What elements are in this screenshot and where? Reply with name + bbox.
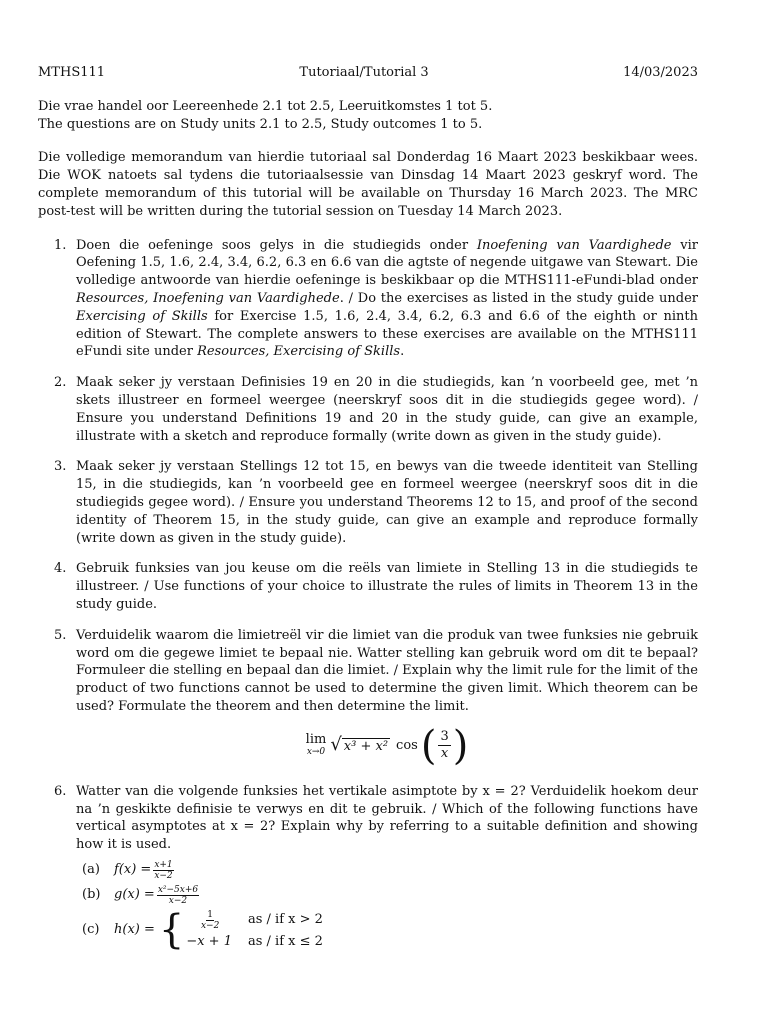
- intro-paragraph: [38, 98, 698, 134]
- lim-subscript: x→0: [306, 746, 326, 757]
- document-date: 14/03/2023: [623, 65, 698, 80]
- question-number: 2.: [54, 375, 67, 391]
- question-4: [38, 560, 698, 613]
- question-text-italic: Resources, Inoefening van Vaardighede: [76, 290, 340, 306]
- question-text: .: [400, 344, 405, 360]
- question-text: Verduidelik waarom die limietreël vir die limiet van die produk van twee funksies nie gebruik word om die gegewe limiet te bepaal nie. Watter stelling kan gebruik word om dit te bepaal? Formuleer die stelling en bepaal dan die limiet. / Explain why the limit rule for the limit of the product of two functions cannot be used to determine the given limit. Which theorem can be used? Formulate the theorem and then determine the limit.: [76, 627, 698, 714]
- denominator: x: [440, 746, 449, 762]
- function-fraction: [153, 860, 173, 881]
- numerator: x+1: [154, 859, 173, 870]
- function-lhs: h(x) =: [114, 922, 155, 938]
- question-text: vir Oefening 1.5, 1.6, 2.4, 3.4, 6.2, 6.3 en 6.6 van die agtste of negende uitgawe van Stewart. Die volledige antwoorde van hierdie oefeninge is beskikbaar op die MTHS111-eFundi-blad onder: [76, 237, 698, 289]
- document-title: Tutoriaal/Tutorial 3: [299, 65, 429, 80]
- question-text-italic: Inoefening van Vaardighede: [476, 237, 672, 253]
- cos-function: cos: [396, 737, 418, 753]
- question-text-italic: Exercising of Skills: [76, 308, 208, 324]
- limit-operator: [305, 731, 327, 758]
- question-text: . / Do the exercises as listed in the study guide under: [339, 290, 698, 306]
- case-2-condition: as / if x ≤ 2: [247, 933, 323, 949]
- question-list: [38, 237, 698, 954]
- question-2: [38, 374, 698, 445]
- intro-line-english: The questions are on Study units 2.1 to 2.5, Study outcomes 1 to 5.: [38, 116, 483, 132]
- sub-question-list: [76, 859, 698, 954]
- tutorial-page: [38, 64, 698, 964]
- question-1: [38, 237, 698, 362]
- denominator: x−2: [154, 870, 173, 881]
- question-text: for Exercise 1.5, 1.6, 2.4, 3.4, 6.2, 6.3 and 6.6 of the eighth or ninth edition of Stewart. The complete answers to these exercises are available on the MTHS111 eFundi site under: [76, 308, 698, 360]
- left-brace-icon: {: [158, 907, 185, 954]
- question-3: [38, 458, 698, 547]
- question-text: Maak seker jy verstaan Definisies 19 en 20 in die studiegids, kan ’n voorbeeld gee, met ’n skets illustreer en formeel weergee (neerskryf soos dit in die studiegids gegee word). / Ensure you understand Definitions 19 and 20 in the study guide, can give an example, illustrate with a sketch and reproduce formally (write down as given in the study guide).: [76, 375, 698, 444]
- question-text-italic: Resources, Exercising of Skills: [197, 344, 401, 360]
- numerator: 3: [440, 729, 449, 745]
- memo-paragraph: Die volledige memorandum van hierdie tutoriaal sal Donderdag 16 Maart 2023 beskikbaar wees. Die WOK natoets sal tydens die tutoriaalsessie van Dinsdag 14 Maart 2023 geskryf word. The complete memorandum of this tutorial will be available on Thursday 16 March 2023. The MRC post-test will be written during the tutorial session on Tuesday 14 March 2023.: [38, 150, 698, 219]
- function-lhs: f(x) =: [114, 862, 152, 878]
- question-number: 3.: [54, 459, 67, 475]
- numerator: 1: [207, 909, 214, 920]
- question-6: [38, 783, 698, 954]
- denominator: x−2: [200, 920, 220, 931]
- question-number: 5.: [54, 627, 67, 643]
- question-text: Watter van die volgende funksies het vertikale asimptote by x = 2? Verduidelik hoekom deur na ’n geskikte definisie te verwys en dit te gebruik. / Which of the following functions have vertical asymptotes at x = 2? Explain why by referring to a suitable definition and showing how it is used.: [76, 783, 698, 853]
- case-2-expression: −x + 1: [186, 933, 232, 949]
- question-text: Doen die oefeninge soos gelys in die studiegids onder: [76, 237, 477, 253]
- question-number: 6.: [54, 783, 67, 799]
- question-number: 4.: [54, 561, 67, 577]
- sub-question-b: [76, 885, 698, 906]
- sub-question-label: (a): [82, 862, 100, 878]
- function-fraction: [157, 885, 199, 906]
- square-root: [330, 736, 390, 755]
- fraction: [438, 729, 450, 762]
- numerator: x²−5x+6: [157, 884, 199, 895]
- denominator: x−2: [168, 895, 188, 906]
- sub-question-label: (b): [82, 887, 101, 903]
- sub-question-a: [76, 860, 698, 881]
- function-lhs: g(x) =: [114, 887, 155, 903]
- case-1-condition: as / if x > 2: [247, 912, 323, 928]
- lim-text: lim: [305, 731, 327, 747]
- piecewise-function: [158, 907, 323, 954]
- limit-formula: [76, 722, 698, 770]
- question-text: Gebruik funksies van jou keuse om die reëls van limiete in Stelling 13 in die studiegids te illustreer. / Use functions of your choice to illustrate the rules of limits in Theorem 13 in the study guide.: [76, 561, 698, 612]
- course-code: MTHS111: [38, 65, 106, 80]
- radicand: x³ + x²: [343, 739, 389, 755]
- document-header: [38, 64, 698, 82]
- left-paren-icon: (: [420, 722, 437, 769]
- intro-line-afrikaans: Die vrae handel oor Leereenhede 2.1 tot 2.5, Leeruitkomstes 1 tot 5.: [38, 98, 493, 114]
- question-5: [38, 627, 698, 770]
- sub-question-c: [76, 907, 698, 954]
- piecewise-cases: [186, 910, 323, 951]
- case-1-expression: [188, 910, 232, 931]
- question-number: 1.: [54, 237, 67, 253]
- question-text: Maak seker jy verstaan Stellings 12 tot 15, en bewys van die tweede identiteit van Stelling 15, in die studiegids, kan ’n voorbeeld gee en formeel weergee (neerskryf soos dit in die studiegids gegee word). / Ensure you understand Theorems 12 to 15, and proof of the second identity of Theorem 15, in the study guide, can give an example and reproduce formally (write down as given in the study guide).: [76, 459, 698, 546]
- sub-question-label: (c): [82, 922, 100, 938]
- right-paren-icon: ): [452, 722, 469, 769]
- radical-sign-icon: √: [330, 734, 342, 756]
